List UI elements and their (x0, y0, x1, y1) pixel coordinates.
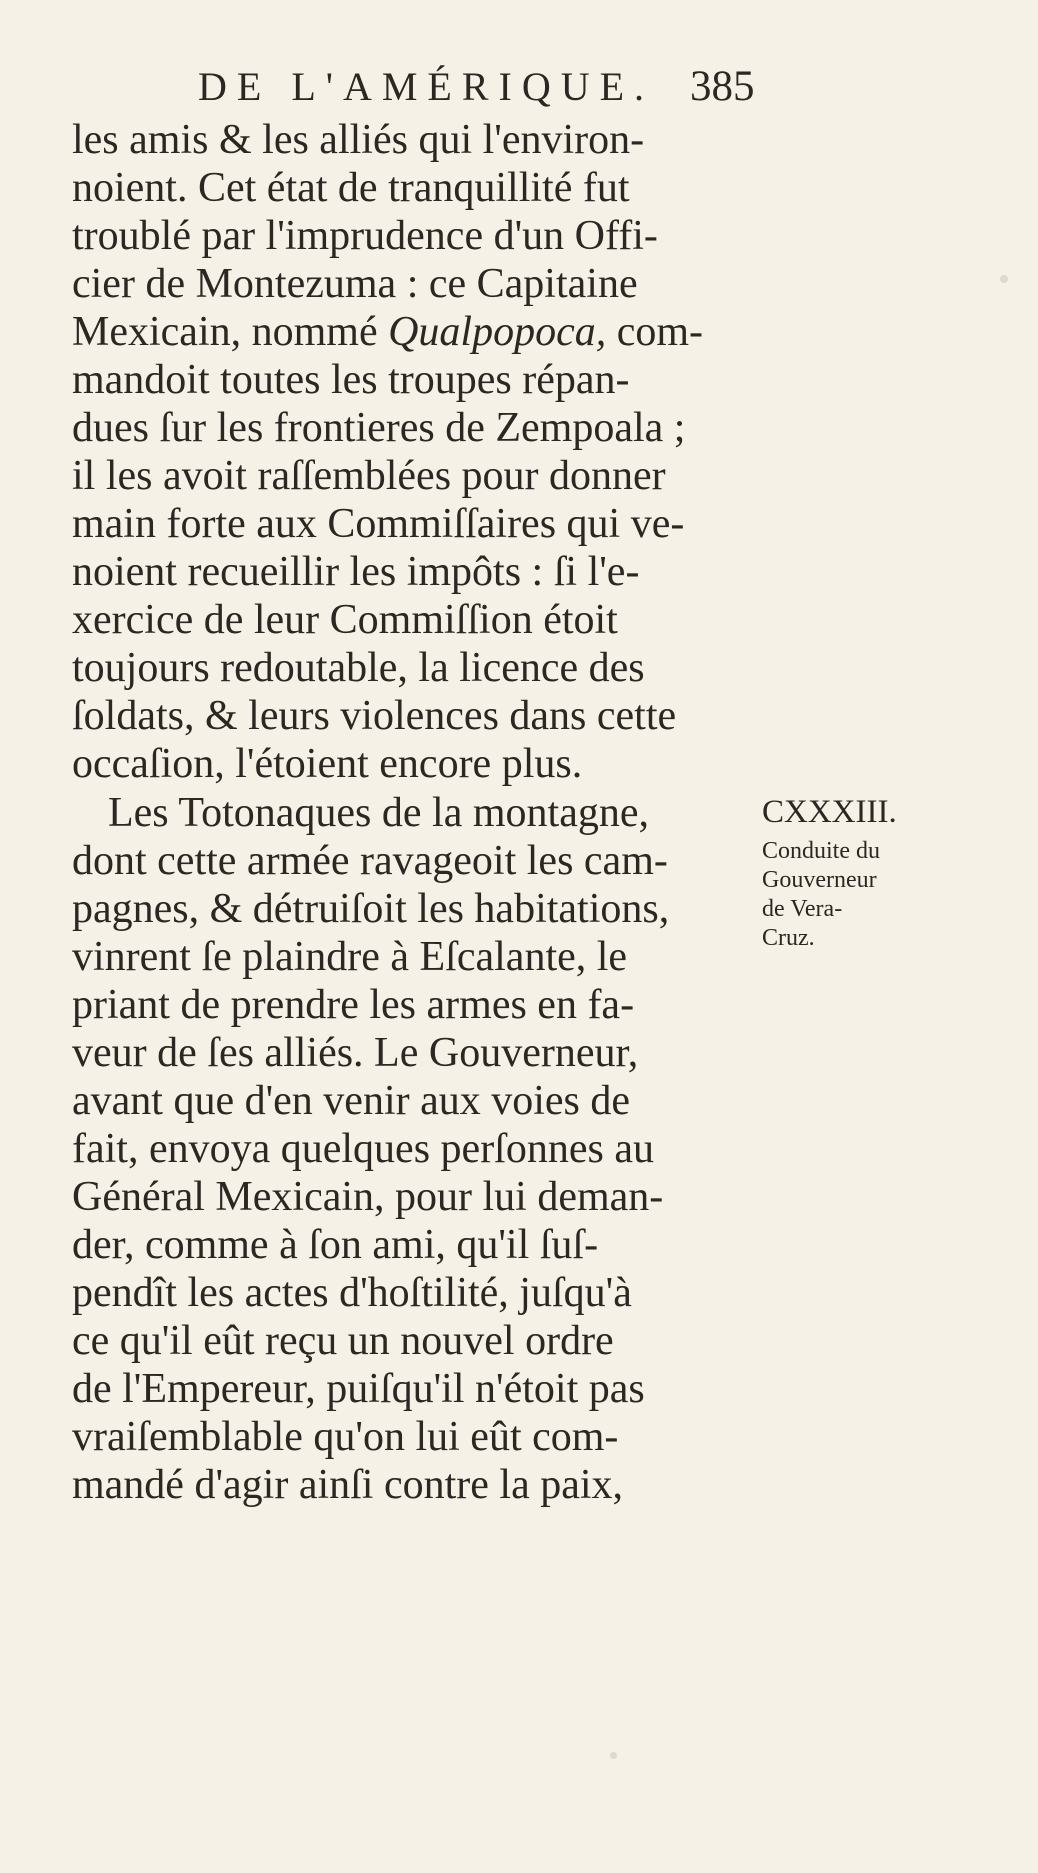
text-line-08: il les avoit raſſemblées pour donner (72, 453, 666, 499)
page-number: 385 (690, 63, 755, 110)
text-line-19: priant de prendre les armes en fa- (72, 982, 635, 1028)
text-line-05-start: Mexicain, nommé (72, 309, 378, 355)
text-line-24: der, comme à ſon ami, qu'il ſuſ- (72, 1222, 599, 1268)
text-line-22: fait, envoya quelques perſonnes au (72, 1126, 654, 1172)
text-line-21: avant que d'en venir aux voies de (72, 1078, 631, 1124)
text-line-04: cier de Montezuma : ce Capitaine (72, 261, 638, 307)
text-line-29: mandé d'agir ainſi contre la paix, (72, 1462, 624, 1508)
text-line-23: Général Mexicain, pour lui deman- (72, 1174, 664, 1220)
text-line-09: main forte aux Commiſſaires qui ve- (72, 501, 685, 547)
text-line-15: Les Totonaques de la montagne, (108, 790, 649, 836)
text-line-28: vraiſemblable qu'on lui eût com- (72, 1414, 619, 1460)
text-line-01: les amis & les alliés qui l'environ- (72, 117, 645, 163)
margin-line-3: de Vera- (762, 896, 843, 922)
running-head: DE L'AMÉRIQUE. (198, 64, 655, 109)
text-line-05 (72, 308, 772, 356)
text-line-10: noient recueillir les impôts : ſi l'e- (72, 549, 640, 595)
text-line-18: vinrent ſe plaindre à Eſcalante, le (72, 934, 628, 980)
text-line-20: veur de ſes alliés. Le Gouverneur, (72, 1030, 639, 1076)
margin-note (762, 795, 1002, 1035)
main-text-block (72, 116, 772, 1746)
paper-stain (610, 1752, 617, 1759)
text-line-03: troublé par l'imprudence d'un Offi- (72, 213, 658, 259)
text-line-25: pendît les actes d'hoſtilité, juſqu'à (72, 1270, 632, 1316)
text-line-02: noient. Cet état de tranquillité fut (72, 165, 630, 211)
margin-line-4: Cruz. (762, 925, 815, 951)
text-line-11: xercice de leur Commiſſion étoit (72, 597, 618, 643)
paper-stain (1000, 275, 1008, 283)
margin-line-1: Conduite du (762, 838, 880, 864)
text-line-16: dont cette armée ravageoit les cam- (72, 838, 668, 884)
text-line-17: pagnes, & détruiſoit les habitations, (72, 886, 670, 932)
italic-name: Qualpopoca, (388, 309, 607, 355)
margin-number: CXXXIII. (762, 794, 897, 830)
text-line-07: dues ſur les frontieres de Zempoala ; (72, 405, 686, 451)
text-line-13: ſoldats, & leurs violences dans cette (72, 693, 677, 739)
text-line-26: ce qu'il eût reçu un nouvel ordre (72, 1318, 614, 1364)
text-line-14: occaſion, l'étoient encore plus. (72, 741, 583, 787)
text-line-27: de l'Empereur, puiſqu'il n'étoit pas (72, 1366, 645, 1412)
text-line-12: toujours redoutable, la licence des (72, 645, 645, 691)
margin-line-2: Gouverneur (762, 867, 877, 893)
text-line-05-end: com- (616, 309, 704, 355)
text-line-06: mandoit toutes les troupes répan- (72, 357, 630, 403)
